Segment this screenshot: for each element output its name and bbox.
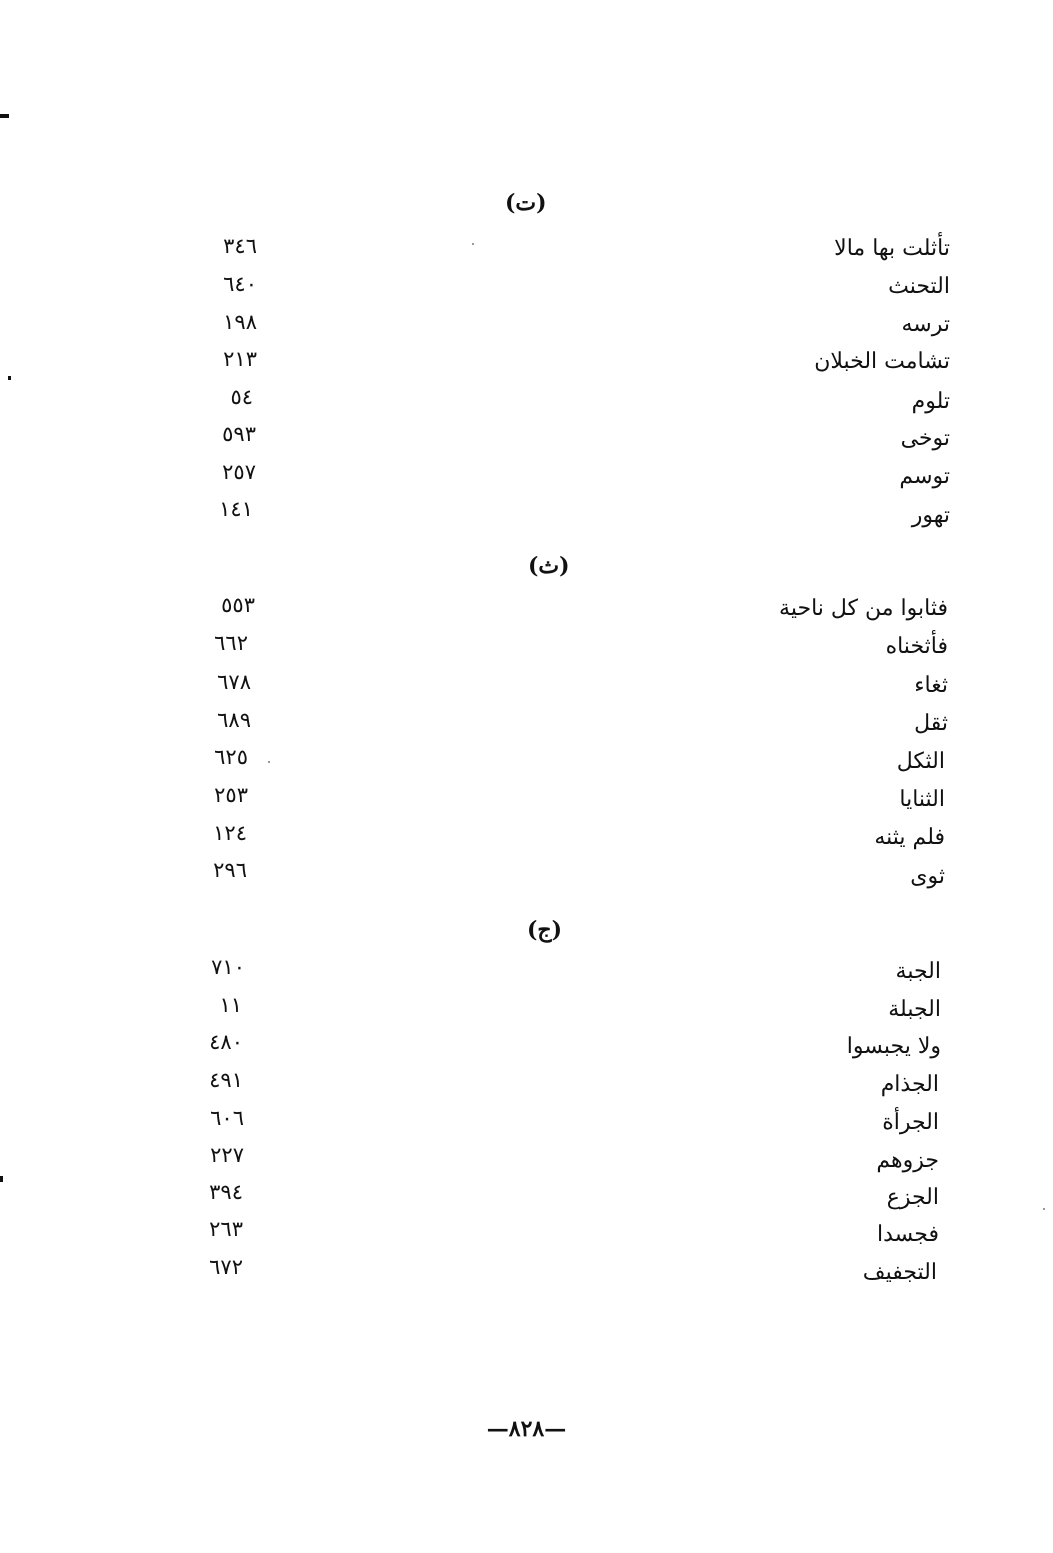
entry-term: توخى bbox=[900, 426, 950, 451]
index-entry bbox=[0, 821, 1053, 859]
entry-term: الجرأة bbox=[882, 1110, 939, 1135]
entry-page-number: ٢٥٧ bbox=[222, 460, 256, 484]
index-entry bbox=[0, 234, 1053, 272]
entry-page-number: ٦٢٥ bbox=[214, 745, 248, 769]
entry-term: التحنث bbox=[888, 274, 950, 299]
entry-term: تشامت الخبلان bbox=[814, 349, 950, 374]
entry-page-number: ٥٤ bbox=[230, 385, 253, 409]
entry-page-number: ٢١٣ bbox=[223, 347, 257, 371]
index-entry bbox=[0, 955, 1053, 993]
entry-page-number: ٥٥٣ bbox=[221, 593, 255, 617]
entry-term: الثنايا bbox=[899, 787, 945, 812]
entry-term: ترسه bbox=[901, 312, 950, 337]
entry-term: فثابوا من كل ناحية bbox=[779, 596, 948, 621]
entry-term: توسم bbox=[899, 464, 950, 489]
entry-page-number: ٦٠٦ bbox=[210, 1106, 244, 1130]
entry-term: الثكل bbox=[896, 749, 945, 774]
section-heading: (ث) bbox=[528, 553, 570, 579]
index-entry bbox=[0, 347, 1053, 385]
section-heading: (ت) bbox=[505, 190, 547, 216]
entry-term: فجسدا bbox=[876, 1222, 939, 1247]
index-entry bbox=[0, 631, 1053, 669]
entry-page-number: ٤٩١ bbox=[209, 1068, 243, 1092]
index-entry bbox=[0, 385, 1053, 423]
entry-term: جزوهم bbox=[876, 1148, 939, 1173]
index-entry bbox=[0, 1255, 1053, 1293]
entry-term: ثغاء bbox=[914, 673, 948, 698]
index-entry bbox=[0, 783, 1053, 821]
entry-page-number: ٢٦٣ bbox=[209, 1217, 243, 1241]
index-entry bbox=[0, 1068, 1053, 1106]
entry-term: الجبلة bbox=[888, 997, 941, 1022]
entry-term: تهور bbox=[911, 503, 950, 528]
entry-term: تأثلت بها مالا bbox=[834, 236, 950, 261]
index-entry bbox=[0, 310, 1053, 348]
entry-page-number: ٥٩٣ bbox=[222, 422, 256, 446]
index-entry bbox=[0, 1143, 1053, 1181]
index-entry bbox=[0, 422, 1053, 460]
index-entry bbox=[0, 708, 1053, 746]
entry-page-number: ٦٧٨ bbox=[217, 670, 251, 694]
index-entry bbox=[0, 497, 1053, 535]
index-entry bbox=[0, 1106, 1053, 1144]
entry-term: فلم يثنه bbox=[874, 825, 945, 850]
entry-page-number: ٢٩٦ bbox=[213, 858, 247, 882]
index-entry bbox=[0, 1217, 1053, 1255]
entry-page-number: ٦٦٢ bbox=[214, 631, 248, 655]
entry-page-number: ٣٤٦ bbox=[223, 234, 257, 258]
page-number-footer bbox=[0, 1416, 1053, 1442]
entry-term: ثقل bbox=[914, 711, 948, 736]
index-entry bbox=[0, 593, 1053, 631]
entry-page-number: ٦٧٢ bbox=[209, 1255, 243, 1279]
entry-page-number: ١٩٨ bbox=[223, 310, 257, 334]
entry-term: الجزع bbox=[886, 1185, 939, 1210]
index-entry bbox=[0, 745, 1053, 783]
entry-page-number: ٣٩٤ bbox=[209, 1180, 243, 1204]
index-entry bbox=[0, 858, 1053, 896]
index-entry bbox=[0, 670, 1053, 708]
section-heading: (ج) bbox=[527, 917, 563, 943]
entry-page-number: ٢٢٧ bbox=[210, 1143, 244, 1167]
entry-page-number: ٧١٠ bbox=[211, 955, 245, 979]
entry-term: الجذام bbox=[880, 1072, 939, 1097]
index-entry bbox=[0, 1030, 1053, 1068]
entry-term: فأثخناه bbox=[885, 634, 948, 659]
scan-edge-mark bbox=[0, 114, 9, 118]
entry-page-number: ١١ bbox=[219, 993, 242, 1017]
entry-page-number: ٢٥٣ bbox=[214, 783, 248, 807]
index-entry bbox=[0, 993, 1053, 1031]
entry-page-number: ٦٤٠ bbox=[223, 272, 257, 296]
entry-term: التجفيف bbox=[862, 1260, 937, 1285]
page-number: —٨٢٨— bbox=[486, 1416, 567, 1442]
index-entry bbox=[0, 272, 1053, 310]
index-entry bbox=[0, 1180, 1053, 1218]
entry-term: ولا يجبسوا bbox=[846, 1034, 941, 1059]
entry-term: الجبة bbox=[895, 959, 941, 984]
index-entry bbox=[0, 460, 1053, 498]
entry-page-number: ٤٨٠ bbox=[209, 1030, 243, 1054]
entry-term: تلوم bbox=[911, 389, 950, 414]
entry-page-number: ١٢٤ bbox=[213, 821, 247, 845]
entry-page-number: ١٤١ bbox=[219, 497, 253, 521]
entry-page-number: ٦٨٩ bbox=[217, 708, 251, 732]
entry-term: ثوى bbox=[910, 864, 945, 889]
